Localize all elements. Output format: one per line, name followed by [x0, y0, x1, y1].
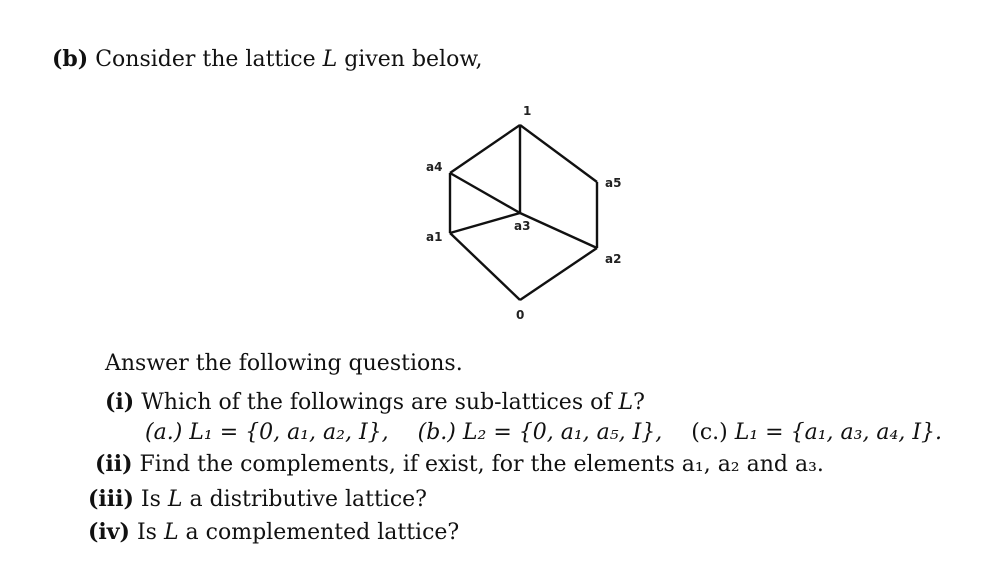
- option-c: [691, 420, 942, 446]
- edge-a2-0: [520, 248, 597, 300]
- question-iv-text-after: a complemented lattice?: [178, 520, 460, 545]
- question-i-options: [145, 420, 964, 446]
- question-i-var: L: [618, 390, 634, 415]
- option-b-set: L₂ = {0, a₁, a₅, I},: [462, 420, 663, 445]
- option-b: [418, 420, 663, 446]
- edge-a3-a2: [520, 213, 597, 248]
- node-label-a3: a3: [514, 219, 531, 233]
- question-i-label: (i): [105, 389, 135, 415]
- question-iii-text-after: a distributive lattice?: [182, 487, 427, 512]
- node-label-a5: a5: [605, 176, 622, 190]
- heading-text-before: Consider the lattice: [95, 47, 323, 72]
- option-c-label: (c.): [691, 420, 728, 445]
- problem-label: (b): [52, 46, 89, 72]
- lattice-diagram: [400, 95, 640, 335]
- option-a: [145, 420, 389, 446]
- question-i-text-after: ?: [633, 390, 645, 415]
- option-b-label: (b.): [417, 420, 456, 445]
- edge-a1-0: [450, 233, 520, 300]
- heading-var: L: [322, 47, 338, 72]
- option-c-set: L₁ = {a₁, a₃, a₄, I}.: [734, 420, 943, 445]
- question-ii-label: (ii): [95, 451, 133, 477]
- answer-intro: Answer the following questions.: [105, 351, 463, 376]
- question-iii-var: L: [167, 487, 183, 512]
- question-ii-text: Find the complements, if exist, for the elements a₁, a₂ and a₃.: [139, 452, 824, 477]
- node-label-1: 1: [523, 104, 532, 118]
- question-iv-var: L: [163, 520, 179, 545]
- edge-a1-a3: [450, 213, 520, 233]
- question-ii: [95, 451, 824, 478]
- edge-1-a5: [520, 125, 597, 182]
- question-iii-label: (iii): [88, 486, 134, 512]
- question-iv-label: (iv): [88, 519, 130, 545]
- edge-1-a4: [450, 125, 520, 173]
- question-iv-text-before: Is: [136, 520, 164, 545]
- question-iii-text-before: Is: [140, 487, 168, 512]
- question-iv: [88, 519, 459, 546]
- question-iii: [88, 486, 427, 513]
- node-label-a1: a1: [426, 230, 443, 244]
- question-i: [105, 389, 645, 416]
- option-a-set: L₁ = {0, a₁, a₂, I},: [189, 420, 389, 445]
- option-a-label: (a.): [145, 420, 183, 445]
- node-label-a2: a2: [605, 252, 622, 266]
- question-i-text-before: Which of the followings are sub-lattices of: [141, 390, 619, 415]
- node-label-a4: a4: [426, 160, 443, 174]
- problem-heading: [52, 46, 483, 73]
- edge-a4-a3: [450, 173, 520, 213]
- heading-text-after: given below,: [337, 47, 483, 72]
- node-label-0: 0: [516, 308, 525, 322]
